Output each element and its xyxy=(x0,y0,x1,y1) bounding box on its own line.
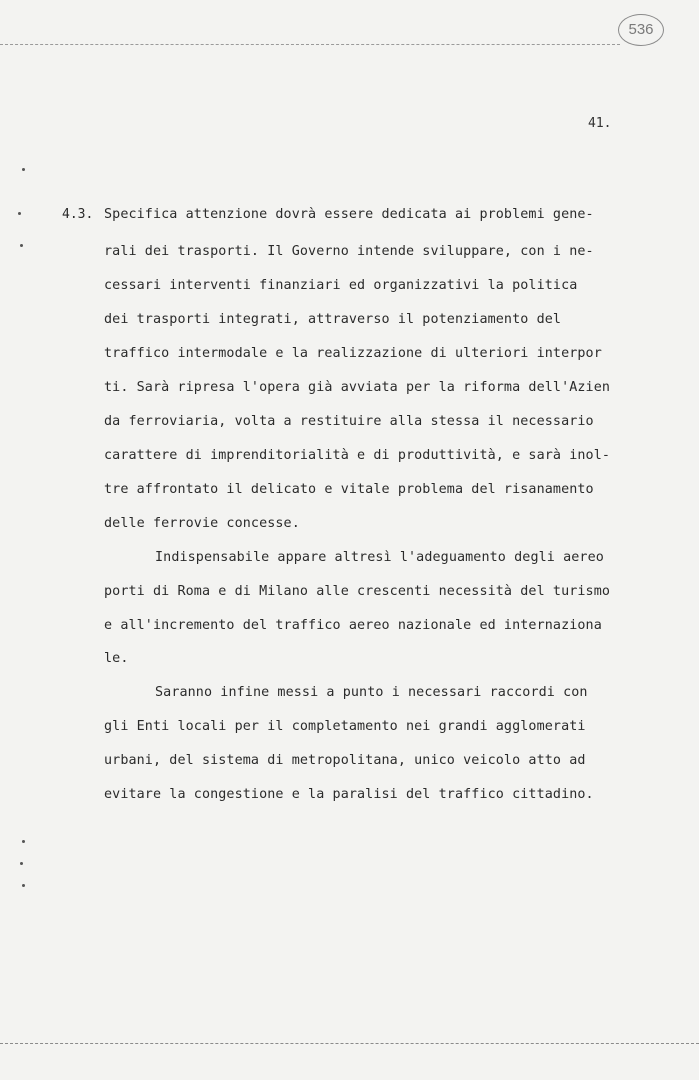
paragraph-1-line-4: dei trasporti integrati, attraverso il potenziamento del xyxy=(104,312,562,327)
paragraph-1-line-7: da ferroviaria, volta a restituire alla stessa il necessario xyxy=(104,414,594,429)
paragraph-1-line-3: cessari interventi finanziari ed organizzativi la politica xyxy=(104,278,578,293)
scan-speck xyxy=(22,168,25,171)
scan-speck xyxy=(18,212,21,215)
paragraph-2-line-4: le. xyxy=(104,651,129,666)
paragraph-2-line-2: porti di Roma e di Milano alle crescenti necessità del turismo xyxy=(104,584,611,599)
paragraph-1-line-2: rali dei trasporti. Il Governo intende sviluppare, con i ne- xyxy=(104,244,594,259)
top-scan-rule xyxy=(0,44,620,45)
paragraph-3-line-4: evitare la congestione e la paralisi del traffico cittadino. xyxy=(104,787,594,802)
scan-speck xyxy=(22,840,25,843)
paragraph-1-line-5: traffico intermodale e la realizzazione di ulteriori interpor xyxy=(104,346,602,361)
archive-stamp: 536 xyxy=(618,14,664,46)
paragraph-3-line-2: gli Enti locali per il completamento nei grandi agglomerati xyxy=(104,719,586,734)
page-number: 41. xyxy=(588,116,612,131)
section-number: 4.3. xyxy=(62,207,94,222)
paragraph-3-line-1: Saranno infine messi a punto i necessari raccordi con xyxy=(155,685,588,700)
paragraph-1-line-10: delle ferrovie concesse. xyxy=(104,516,300,531)
bottom-scan-rule xyxy=(0,1043,699,1044)
scan-speck xyxy=(20,244,23,247)
paragraph-1-line-8: carattere di imprenditorialità e di produttività, e sarà inol- xyxy=(104,448,611,463)
scan-speck xyxy=(20,862,23,865)
paragraph-1-line-9: tre affrontato il delicato e vitale problema del risanamento xyxy=(104,482,594,497)
paragraph-1-line-6: ti. Sarà ripresa l'opera già avviata per la riforma dell'Azien xyxy=(104,380,611,395)
paragraph-2-line-3: e all'incremento del traffico aereo nazionale ed internaziona xyxy=(104,618,602,633)
paragraph-1-line-1: Specifica attenzione dovrà essere dedicata ai problemi gene- xyxy=(104,207,594,222)
paragraph-2-line-1: Indispensabile appare altresì l'adeguamento degli aereo xyxy=(155,550,604,565)
scan-speck xyxy=(22,884,25,887)
paragraph-3-line-3: urbani, del sistema di metropolitana, unico veicolo atto ad xyxy=(104,753,586,768)
